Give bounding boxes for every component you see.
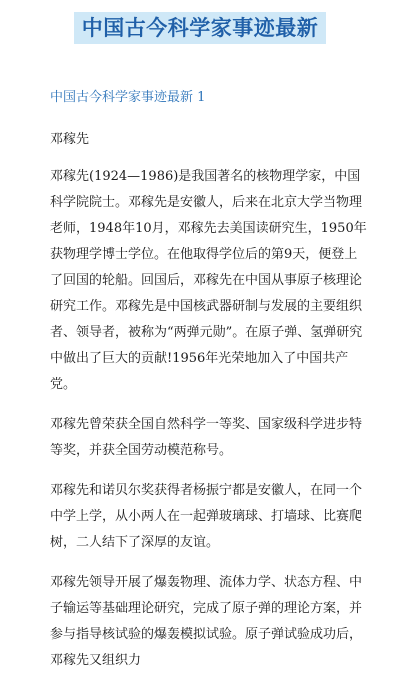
paragraph: 邓稼先曾荣获全国自然科学一等奖、国家级科学进步特等奖，并获全国劳动模范称号。 <box>50 417 363 458</box>
paragraph: 邓稼先领导开展了爆轰物理、流体力学、状态方程、中子输运等基础理论研究，完成了原子弹的理论方案，并参与指导核试验的爆轰模拟试验。原子弹试验成功后，邓稼先又组织力 <box>50 575 363 668</box>
title-container <box>0 12 400 44</box>
paragraph: 邓稼先和诺贝尔奖获得者杨振宁都是安徽人，在同一个中学上学，从小两人在一起弹玻璃球、打墙球、比赛爬树，二人结下了深厚的友谊。 <box>50 483 363 550</box>
document-body <box>50 80 370 688</box>
section-heading: 中国古今科学家事迹最新 1 <box>50 90 206 105</box>
document-title: 中国古今科学家事迹最新 <box>74 12 327 44</box>
person-name: 邓稼先 <box>50 132 90 147</box>
paragraph: 邓稼先(1924—1986)是我国著名的核物理学家，中国科学院院士。邓稼先是安徽人，后来在北京大学当物理老师，1948年10月，邓稼先去美国读研究生，1950年获物理学博士学位。在他取得学位后的第9天，便登上了回国的轮船。回国后，邓稼先在中国从事原子核理论研究工作。邓稼先是中国核武器研制与发展的主要组织者、领导者，被称为“两弹元勋”。在原子弹、氢弹研究中做出了巨大的贡献!1956年光荣地加入了中国共产党。 <box>50 169 367 392</box>
